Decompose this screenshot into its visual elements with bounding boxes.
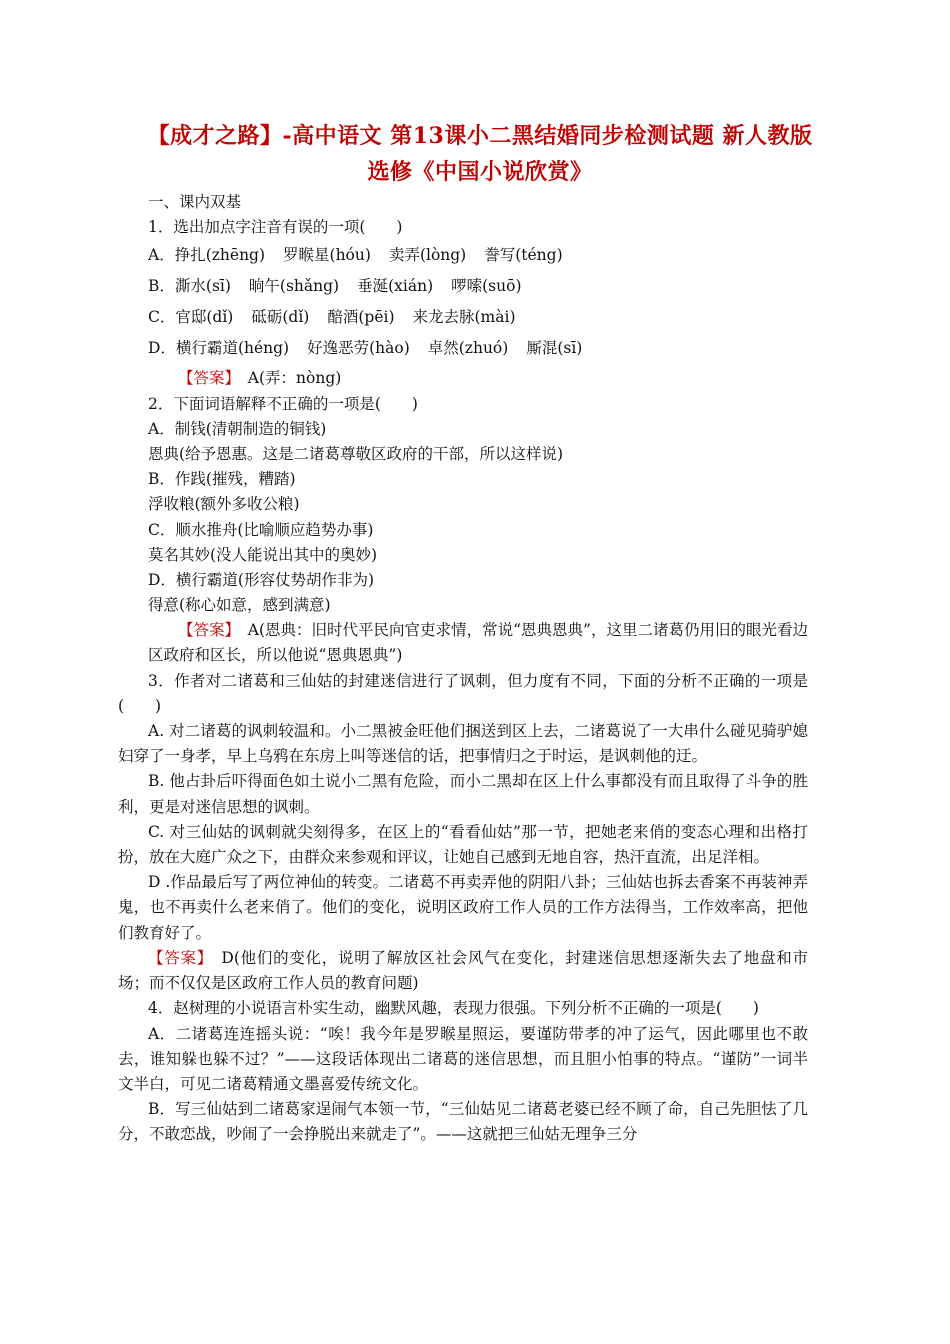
question-1-option-row xyxy=(148,333,808,364)
question-4-stem: 4．赵树理的小说语言朴实生动，幽默风趣，表现力很强。下列分析不正确的一项是( ) xyxy=(148,999,759,1018)
question-3-option: B. 他占卦后吓得面色如土说小二黑有危险，而小二黑却在区上什么事都没有而且取得了斗争的胜利，更是对迷信思想的讽刺。 xyxy=(118,772,808,816)
question-4-option: B．写三仙姑到二诸葛家逞闹气本领一节，“三仙姑见二诸葛老婆已经不顾了命，自己先胆怯了几分，不敢恋战，吵闹了一会挣脱出来就走了”。——这就把三仙姑无理争三分 xyxy=(118,1100,808,1144)
question-2-line: 恩典(给予恩惠。这是二诸葛尊敬区政府的干部，所以这样说) xyxy=(148,444,564,463)
option-word: 卖弄(lòng) xyxy=(388,246,467,265)
question-1-option-row xyxy=(148,302,808,333)
document-body xyxy=(118,190,808,1148)
question-4-option: A．二诸葛连连摇头说：“唉！我今年是罗睺星照运，要谨防带孝的冲了运气，因此哪里也不敢去，谁知躲也躲不过？”——这段话体现出二诸葛的迷信思想，而且胆小怕事的特点。“谨防”一词半文半白，可见二诸葛精通文墨喜爱传统文化。 xyxy=(118,1024,808,1093)
option-word: 罗睺星(hóu) xyxy=(283,246,371,265)
option-letter: C． xyxy=(148,308,176,327)
question-1-options xyxy=(148,240,808,364)
option-word: 垂涎(xián) xyxy=(357,277,434,296)
option-word: 官邸(dǐ) xyxy=(175,308,234,327)
answer-text: A(恩典：旧时代平民向官吏求情，常说“恩典恩典”，这里二诸葛仍用旧的眼光看边区政府和区长，所以他说“恩典恩典”) xyxy=(148,621,808,665)
question-1-answer xyxy=(148,366,808,391)
option-letter: D． xyxy=(148,339,176,358)
option-word: 卓然(zhuó) xyxy=(427,339,509,358)
answer-label: 【答案】 xyxy=(178,621,233,640)
question-1-option-row xyxy=(148,240,808,271)
question-3-stem: 3．作者对二诸葛和三仙姑的封建迷信进行了讽刺，但力度有不同，下面的分析不正确的一项是( ) xyxy=(118,671,808,715)
answer-label: 【答案】 xyxy=(178,369,233,388)
option-word: 厮混(sī) xyxy=(526,339,583,358)
option-word: 好逸恶劳(hào) xyxy=(307,339,410,358)
question-1-stem: 1．选出加点字注音有误的一项( ) xyxy=(148,218,403,237)
question-2-line: D．横行霸道(形容仗势胡作非为) xyxy=(148,570,375,589)
question-2-line: 浮收粮(额外多收公粮) xyxy=(148,495,300,514)
question-2-line: C．顺水推舟(比喻顺应趋势办事) xyxy=(148,520,374,539)
option-word: 挣扎(zhēng) xyxy=(174,246,266,265)
option-word: 砥砺(dǐ) xyxy=(251,308,310,327)
question-3-option: A. 对二诸葛的讽刺较温和。小二黑被金旺他们捆送到区上去，二诸葛说了一大串什么碰见骑驴媳妇穿了一身孝，早上乌鸦在东房上叫等迷信的话，把事情归之于时运，是讽刺他的迂。 xyxy=(118,722,808,766)
document-title: 【成才之路】-高中语文 第13课小二黑结婚同步检测试题 新人教版选修《中国小说欣赏》 xyxy=(147,123,813,185)
question-3-option: C. 对三仙姑的讽刺就尖刻得多，在区上的“看看仙姑”那一节，把她老来俏的变态心理和出格打扮，放在大庭广众之下，由群众来参观和评议，让她自己感到无地自容，热汗直流，出足洋相。 xyxy=(118,822,808,867)
question-2-line: 得意(称心如意，感到满意) xyxy=(148,596,331,615)
option-word: 晌午(shǎng) xyxy=(248,277,340,296)
option-word: 啰嗦(suō) xyxy=(451,277,522,296)
option-word: 醅酒(pēi) xyxy=(327,308,395,327)
question-3-option: D .作品最后写了两位神仙的转变。二诸葛不再卖弄他的阴阳八卦；三仙姑也拆去香案不再装神弄鬼，也不再卖什么老来俏了。他们的变化，说明区政府工作人员的工作方法得当，工作效率高，把他们教育好了。 xyxy=(118,873,808,942)
question-2-stem: 2．下面词语解释不正确的一项是( ) xyxy=(148,394,418,413)
question-2-line: A．制钱(清朝制造的铜钱) xyxy=(148,419,327,438)
question-2-line: 莫名其妙(没人能说出其中的奥妙) xyxy=(148,545,378,564)
option-word: 誊写(téng) xyxy=(484,246,563,265)
option-letter: B． xyxy=(148,277,175,296)
option-word: 来龙去脉(mài) xyxy=(412,308,516,327)
question-3-answer xyxy=(118,946,808,996)
option-word: 横行霸道(héng) xyxy=(175,339,290,358)
option-word: 澌水(sī) xyxy=(174,277,231,296)
option-letter: A． xyxy=(148,246,175,265)
answer-text: A(弄：nòng) xyxy=(247,369,342,388)
section-heading: 一、课内双基 xyxy=(148,193,242,211)
question-2-line: B．作践(摧残，糟踏) xyxy=(148,470,296,489)
question-1-option-row xyxy=(148,271,808,302)
answer-text: D(他们的变化，说明了解放区社会风气在变化，封建迷信思想逐渐失去了地盘和市场；而不仅仅是区政府工作人员的教育问题) xyxy=(118,948,808,993)
question-2-answer xyxy=(118,618,808,668)
answer-label: 【答案】 xyxy=(148,948,206,967)
